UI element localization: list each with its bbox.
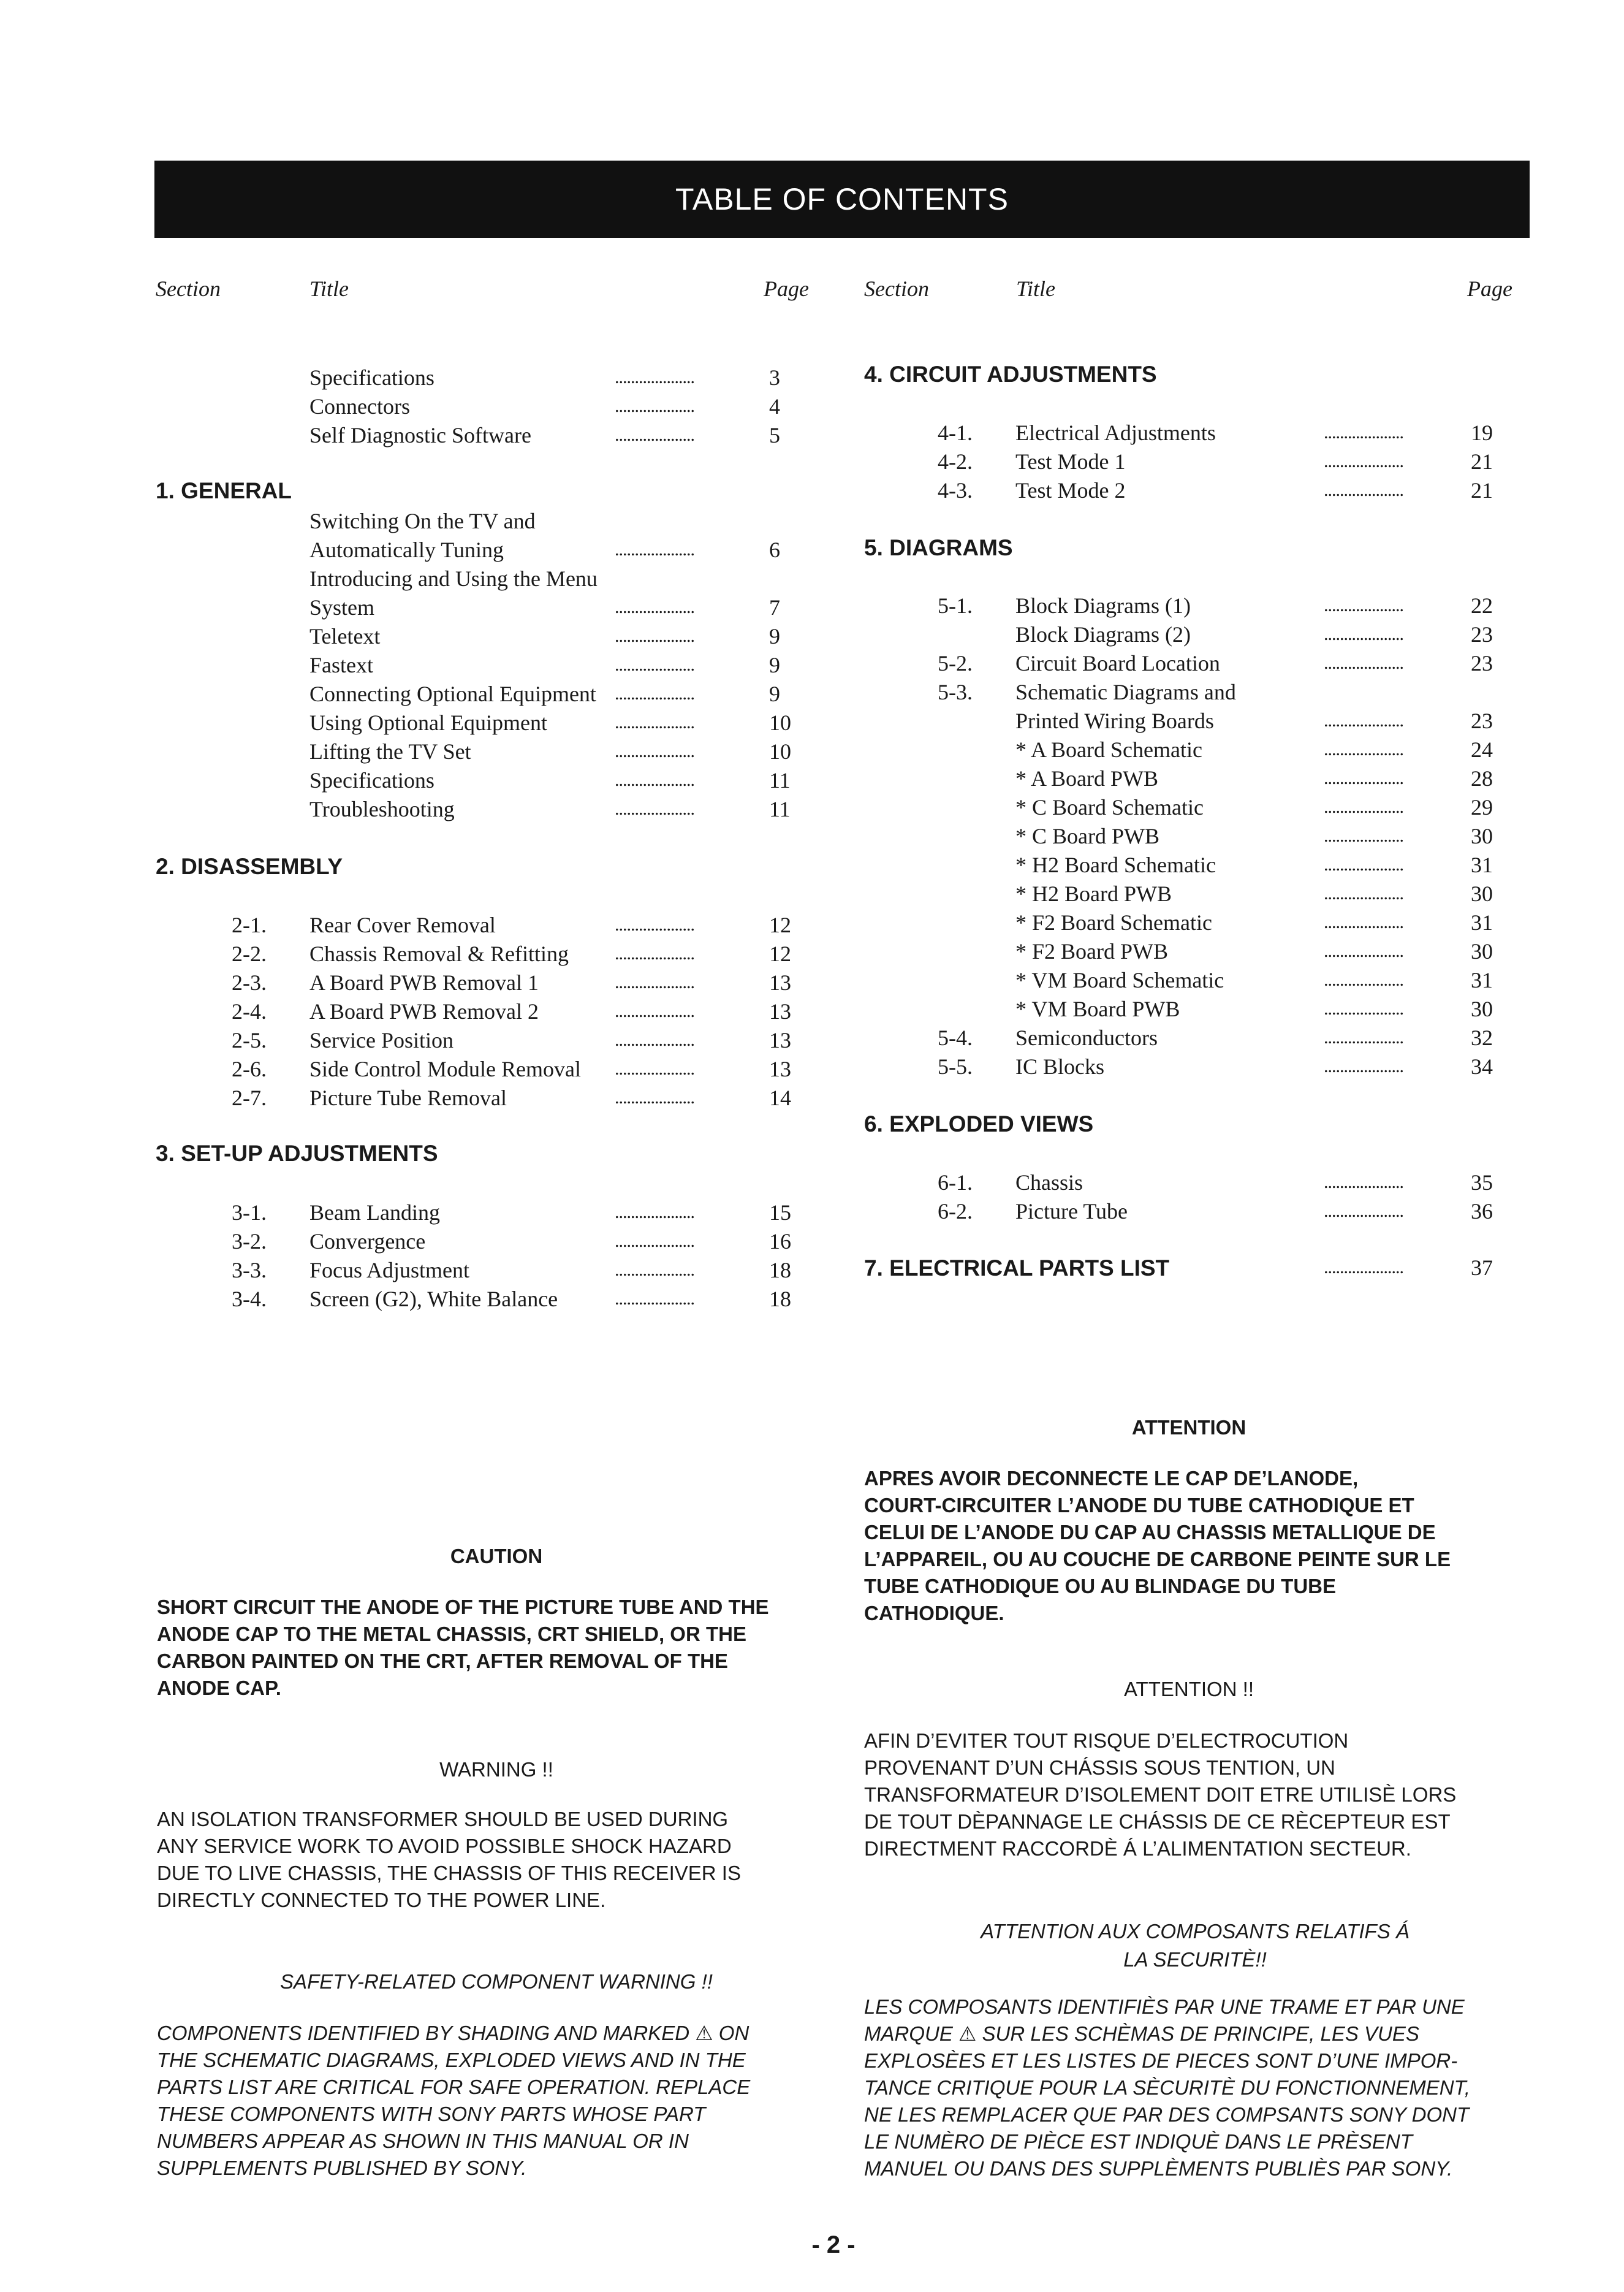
leader-dots: .................... — [615, 943, 694, 964]
leader-dots: .................... — [1324, 1201, 1403, 1221]
toc-title: Picture Tube Removal — [309, 1086, 507, 1110]
leader-dots: .................... — [615, 799, 694, 819]
leader-dots: .................... — [1324, 480, 1403, 500]
toc-entry — [938, 1052, 1508, 1081]
toc-page: 31 — [1471, 853, 1493, 877]
toc-page: 4 — [769, 394, 780, 419]
toc-entry — [232, 939, 814, 969]
toc-entry — [232, 766, 814, 795]
leader-dots: .................... — [615, 1260, 694, 1280]
header-page-left: Page — [764, 276, 809, 301]
toc-title: * F2 Board Schematic — [1015, 910, 1212, 935]
section-heading-setup: 3. SET-UP ADJUSTMENTS — [156, 1141, 438, 1166]
toc-page: 19 — [1471, 421, 1493, 445]
leader-dots: .................... — [1324, 1056, 1403, 1076]
toc-page: 13 — [769, 1028, 791, 1053]
leader-dots: .................... — [615, 741, 694, 761]
toc-number: 5-4. — [938, 1026, 973, 1050]
toc-entry — [232, 421, 814, 450]
toc-entry — [938, 1023, 1508, 1053]
toc-number: 3-1. — [232, 1200, 267, 1225]
toc-title: * C Board PWB — [1015, 824, 1160, 848]
toc-page: 12 — [769, 942, 791, 966]
toc-number: 5-5. — [938, 1054, 973, 1079]
toc-title: * VM Board PWB — [1015, 997, 1180, 1021]
toc-page: 18 — [769, 1258, 791, 1282]
toc-entry — [232, 997, 814, 1026]
toc-number: 5-2. — [938, 651, 973, 676]
section-heading-parts: 7. ELECTRICAL PARTS LIST — [864, 1255, 1170, 1281]
leader-dots: .................... — [615, 712, 694, 733]
toc-page: 37 — [1471, 1255, 1493, 1280]
caution-title: CAUTION — [450, 1545, 543, 1567]
toc-page: 7 — [769, 595, 780, 620]
safety-title: SAFETY-RELATED COMPONENT WARNING !! — [280, 1970, 713, 1993]
caution-body: SHORT CIRCUIT THE ANODE OF THE PICTURE TUBE AND THE ANODE CAP TO THE METAL CHASSIS, CRT SHIELD, OR THE CARBON PAINTED ON THE CRT, AFTER REMOVAL OF THE ANODE CAP. — [157, 1596, 769, 1699]
toc-page: 3 — [769, 365, 780, 390]
toc-entry — [938, 1197, 1508, 1226]
section-heading-circuit: 4. CIRCUIT ADJUSTMENTS — [864, 362, 1157, 387]
toc-page: 16 — [769, 1229, 791, 1254]
toc-title: * VM Board Schematic — [1015, 968, 1224, 992]
toc-title: Chassis Removal & Refitting — [309, 942, 569, 966]
toc-entry — [232, 679, 814, 709]
toc-entry — [232, 1054, 814, 1084]
toc-title: Rear Cover Removal — [309, 913, 496, 937]
toc-page: 21 — [1471, 478, 1493, 503]
toc-title: TABLE OF CONTENTS — [675, 182, 1009, 216]
toc-page: 11 — [769, 797, 791, 821]
leader-dots: .................... — [1324, 797, 1403, 817]
toc-entry — [938, 735, 1508, 764]
toc-title: Self Diagnostic Software — [309, 423, 531, 447]
toc-page: 14 — [769, 1086, 791, 1110]
header-title-left: Title — [309, 276, 349, 301]
toc-title: Specifications — [309, 365, 434, 390]
leader-dots: .................... — [615, 915, 694, 935]
leader-dots: .................... — [615, 655, 694, 675]
toc-title: Introducing and Using the Menu — [309, 566, 598, 591]
toc-page: 36 — [1471, 1199, 1493, 1224]
toc-title: * C Board Schematic — [1015, 795, 1204, 820]
section-heading-exploded: 6. EXPLODED VIEWS — [864, 1111, 1094, 1136]
toc-number: 4-2. — [938, 449, 973, 474]
toc-page: 24 — [1471, 737, 1493, 762]
toc-number: 2-7. — [232, 1086, 267, 1110]
header-section-left: Section — [156, 276, 221, 301]
toc-number: 4-1. — [938, 421, 973, 445]
toc-entry — [938, 879, 1508, 908]
toc-page: 23 — [1471, 709, 1493, 733]
leader-dots: .................... — [1324, 422, 1403, 443]
toc-number: 2-2. — [232, 942, 267, 966]
toc-title: Connectors — [309, 394, 410, 419]
attention3-title: ATTENTION AUX COMPOSANTS RELATIFS Á LA SECURITÈ!! — [981, 1920, 1410, 1971]
toc-page: 5 — [769, 423, 780, 447]
parts-list-entry — [1324, 1253, 1508, 1282]
toc-number: 3-4. — [232, 1287, 267, 1311]
leader-dots: .................... — [1324, 739, 1403, 760]
toc-entry — [938, 850, 1508, 880]
toc-title: Specifications — [309, 768, 434, 793]
toc-title: Convergence — [309, 1229, 426, 1254]
safety-body: COMPONENTS IDENTIFIED BY SHADING AND MARKED ⚠ ON THE SCHEMATIC DIAGRAMS, EXPLODED VIEWS AND IN THE PARTS LIST ARE CRITICAL FOR SAFE OPERATION. REPLACE THESE COMPONENTS WITH SONY PARTS WHOSE PART NUMBERS APPEAR AS SHOWN IN THIS MANUAL OR IN SUPPLEMENTS PUBLISHED BY SONY. — [157, 2022, 751, 2179]
toc-title: Schematic Diagrams and — [1015, 680, 1236, 704]
leader-dots: .................... — [615, 396, 694, 416]
toc-entry — [938, 908, 1508, 937]
warning-body: AN ISOLATION TRANSFORMER SHOULD BE USED DURING ANY SERVICE WORK TO AVOID POSSIBLE SHOCK HAZARD DUE TO LIVE CHASSIS, THE CHASSIS OF THIS RECEIVER IS DIRECTLY CONNECTED TO THE POWER LINE. — [157, 1808, 741, 1911]
toc-title: Chassis — [1015, 1170, 1083, 1195]
section-heading-general: 1. GENERAL — [156, 478, 292, 503]
toc-title: * H2 Board Schematic — [1015, 853, 1216, 877]
leader-dots: .................... — [615, 539, 694, 560]
toc-page: 30 — [1471, 997, 1493, 1021]
toc-entry — [938, 447, 1508, 476]
leader-dots: .................... — [615, 972, 694, 992]
toc-title: Picture Tube — [1015, 1199, 1128, 1224]
toc-page: 34 — [1471, 1054, 1493, 1079]
toc-title: System — [309, 595, 375, 620]
toc-entry — [232, 650, 814, 680]
toc-page: 13 — [769, 1057, 791, 1081]
toc-title: Screen (G2), White Balance — [309, 1287, 558, 1311]
leader-dots: .................... — [615, 1001, 694, 1021]
toc-page: 28 — [1471, 766, 1493, 791]
page-number: - 2 - — [811, 2231, 856, 2258]
leader-dots: .................... — [615, 626, 694, 646]
toc-page: 18 — [769, 1287, 791, 1311]
toc-banner — [154, 161, 1530, 238]
toc-title: Test Mode 1 — [1015, 449, 1126, 474]
toc-title: Beam Landing — [309, 1200, 440, 1225]
toc-entry — [232, 737, 814, 766]
leader-dots: .................... — [1324, 883, 1403, 904]
toc-number: 6-1. — [938, 1170, 973, 1195]
toc-page: 9 — [769, 624, 780, 649]
toc-entry — [938, 1168, 1508, 1197]
toc-title: Electrical Adjustments — [1015, 421, 1216, 445]
toc-page: 23 — [1471, 651, 1493, 676]
section-heading-diagrams: 5. DIAGRAMS — [864, 535, 1013, 560]
leader-dots: .................... — [1324, 1027, 1403, 1048]
toc-title: Troubleshooting — [309, 797, 455, 821]
attention2-title: ATTENTION !! — [1123, 1678, 1254, 1700]
leader-dots: .................... — [615, 367, 694, 387]
toc-number: 5-3. — [938, 680, 973, 704]
toc-page: 30 — [1471, 939, 1493, 964]
toc-title: * F2 Board PWB — [1015, 939, 1169, 964]
toc-page: 29 — [1471, 795, 1493, 820]
leader-dots: .................... — [1324, 855, 1403, 875]
toc-number: 6-2. — [938, 1199, 973, 1224]
toc-page: 12 — [769, 913, 791, 937]
section-heading-disassembly: 2. DISASSEMBLY — [156, 854, 343, 879]
header-title-right: Title — [1016, 276, 1056, 301]
toc-page: 23 — [1471, 622, 1493, 647]
toc-number: 2-3. — [232, 970, 267, 995]
toc-entry — [938, 965, 1508, 995]
toc-entry — [232, 1284, 814, 1314]
warning-title: WARNING !! — [439, 1758, 553, 1781]
toc-entry — [938, 418, 1508, 447]
toc-entry — [232, 506, 814, 536]
leader-dots: .................... — [615, 1030, 694, 1050]
toc-entry — [232, 1026, 814, 1055]
leader-dots: .................... — [1324, 1257, 1403, 1277]
leader-dots: .................... — [615, 770, 694, 790]
toc-title: * A Board Schematic — [1015, 737, 1202, 762]
leader-dots: .................... — [1324, 826, 1403, 846]
attention1-body: APRES AVOIR DECONNECTE LE CAP DE’LANODE, COURT-CIRCUITER L’ANODE DU TUBE CATHODIQUE ET CELUI DE L’ANODE DU CAP AU CHASSIS METALLIQUE DE L’APPAREIL, OU AU COUCHE DE CARBONE PEINTE SUR LE TUBE CATHODIQUE OU AU BLINDAGE DU TUBE CATHODIQUE. — [864, 1467, 1451, 1624]
toc-title: A Board PWB Removal 2 — [309, 999, 539, 1024]
toc-title: IC Blocks — [1015, 1054, 1105, 1079]
toc-page: 21 — [1471, 449, 1493, 474]
toc-title: Side Control Module Removal — [309, 1057, 581, 1081]
toc-entry — [232, 1198, 814, 1227]
leader-dots: .................... — [1324, 710, 1403, 731]
toc-entry — [232, 1227, 814, 1256]
toc-page: 10 — [769, 739, 791, 764]
toc-title: Connecting Optional Equipment — [309, 682, 596, 706]
leader-dots: .................... — [615, 1202, 694, 1222]
toc-entry — [938, 994, 1508, 1024]
leader-dots: .................... — [615, 1059, 694, 1079]
toc-page: 22 — [1471, 593, 1493, 618]
toc-page: 9 — [769, 653, 780, 677]
toc-entry — [232, 968, 814, 997]
toc-entry — [232, 708, 814, 737]
toc-page: 31 — [1471, 910, 1493, 935]
toc-entry — [938, 764, 1508, 793]
toc-number: 2-4. — [232, 999, 267, 1024]
toc-title: Using Optional Equipment — [309, 710, 547, 735]
leader-dots: .................... — [1324, 653, 1403, 673]
toc-number: 2-6. — [232, 1057, 267, 1081]
toc-entry — [232, 910, 814, 940]
toc-title: Teletext — [309, 624, 381, 649]
leader-dots: .................... — [615, 597, 694, 617]
toc-entry — [938, 620, 1508, 649]
toc-number: 2-1. — [232, 913, 267, 937]
toc-title: Circuit Board Location — [1015, 651, 1220, 676]
toc-page: 10 — [769, 710, 791, 735]
toc-number: 3-3. — [232, 1258, 267, 1282]
toc-page: 30 — [1471, 824, 1493, 848]
toc-title: Lifting the TV Set — [309, 739, 471, 764]
leader-dots: .................... — [615, 425, 694, 445]
toc-number: 3-2. — [232, 1229, 267, 1254]
toc-entry — [938, 591, 1508, 620]
toc-page: 35 — [1471, 1170, 1493, 1195]
leader-dots: .................... — [615, 1087, 694, 1108]
leader-dots: .................... — [615, 1289, 694, 1309]
header-page-right: Page — [1467, 276, 1512, 301]
toc-entry — [232, 593, 814, 622]
attention3-body: LES COMPOSANTS IDENTIFIÈS PAR UNE TRAME ET PAR UNE MARQUE ⚠ SUR LES SCHÈMAS DE PRINCIPE, LES VUES EXPLOSÈES ET LES LISTES DE PIECES SONT D’UNE IMPOR- TANCE CRITIQUE POUR LA SÈCURITÈ DU FONCTIONNEMENT, NE LES REMPLACER QUE PAR DES COMPSANTS SONY DONT LE NUMÈRO DE PIÈCE EST INDIQUÈ DANS LE PRÈSENT MANUEL OU DANS DES SUPPLÈMENTS PUBLIÈS PAR SONY. — [864, 1995, 1470, 2180]
toc-page: 6 — [769, 538, 780, 562]
toc-entry — [232, 535, 814, 565]
toc-title: Service Position — [309, 1028, 453, 1053]
toc-page: 13 — [769, 970, 791, 995]
toc-page: 9 — [769, 682, 780, 706]
leader-dots: .................... — [1324, 451, 1403, 471]
toc-entry — [938, 937, 1508, 966]
toc-title: Automatically Tuning — [309, 538, 504, 562]
toc-page: 32 — [1471, 1026, 1493, 1050]
leader-dots: .................... — [1324, 624, 1403, 644]
attention2-body: AFIN D’EVITER TOUT RISQUE D’ELECTROCUTION PROVENANT D’UN CHÁSSIS SOUS TENTION, UN TRANSFORMATEUR D’ISOLEMENT DOIT ETRE UTILISÈ LORS DE TOUT DÈPANNAGE LE CHÁSSIS DE CE RÈCEPTEUR EST DIRECTMENT RACCORDÈ Á L’ALIMENTATION SECTEUR. — [864, 1729, 1457, 1860]
toc-number: 4-3. — [938, 478, 973, 503]
leader-dots: .................... — [615, 683, 694, 704]
toc-entry — [232, 392, 814, 421]
toc-title: Printed Wiring Boards — [1015, 709, 1214, 733]
toc-title: Switching On the TV and — [309, 509, 536, 533]
header-section-right: Section — [864, 276, 929, 301]
toc-title: * A Board PWB — [1015, 766, 1159, 791]
toc-entry — [938, 649, 1508, 678]
toc-number: 5-1. — [938, 593, 973, 618]
leader-dots: .................... — [1324, 999, 1403, 1019]
toc-page: 11 — [769, 768, 791, 793]
toc-entry — [938, 706, 1508, 736]
leader-dots: .................... — [615, 1231, 694, 1251]
toc-title: Semiconductors — [1015, 1026, 1158, 1050]
toc-title: Block Diagrams (2) — [1015, 622, 1191, 647]
toc-title: Focus Adjustment — [309, 1258, 470, 1282]
toc-entry — [232, 622, 814, 651]
toc-page: 31 — [1471, 968, 1493, 992]
toc-entry — [938, 821, 1508, 851]
leader-dots: .................... — [1324, 970, 1403, 990]
toc-page: 15 — [769, 1200, 791, 1225]
leader-dots: .................... — [1324, 595, 1403, 615]
toc-number: 2-5. — [232, 1028, 267, 1053]
toc-entry — [232, 564, 814, 593]
toc-title: Fastext — [309, 653, 373, 677]
toc-entry — [938, 677, 1508, 707]
attention1-title: ATTENTION — [1131, 1416, 1246, 1439]
leader-dots: .................... — [1324, 912, 1403, 932]
leader-dots: .................... — [1324, 941, 1403, 961]
toc-entry — [938, 476, 1508, 505]
toc-entry — [232, 794, 814, 824]
toc-title: Block Diagrams (1) — [1015, 593, 1191, 618]
toc-title: * H2 Board PWB — [1015, 881, 1172, 906]
toc-entry — [232, 363, 814, 392]
toc-page: 30 — [1471, 881, 1493, 906]
toc-title: Test Mode 2 — [1015, 478, 1126, 503]
toc-title: A Board PWB Removal 1 — [309, 970, 539, 995]
toc-entry — [232, 1255, 814, 1285]
leader-dots: .................... — [1324, 1172, 1403, 1192]
toc-entry — [232, 1083, 814, 1113]
toc-entry — [938, 793, 1508, 822]
leader-dots: .................... — [1324, 768, 1403, 788]
toc-page: 13 — [769, 999, 791, 1024]
